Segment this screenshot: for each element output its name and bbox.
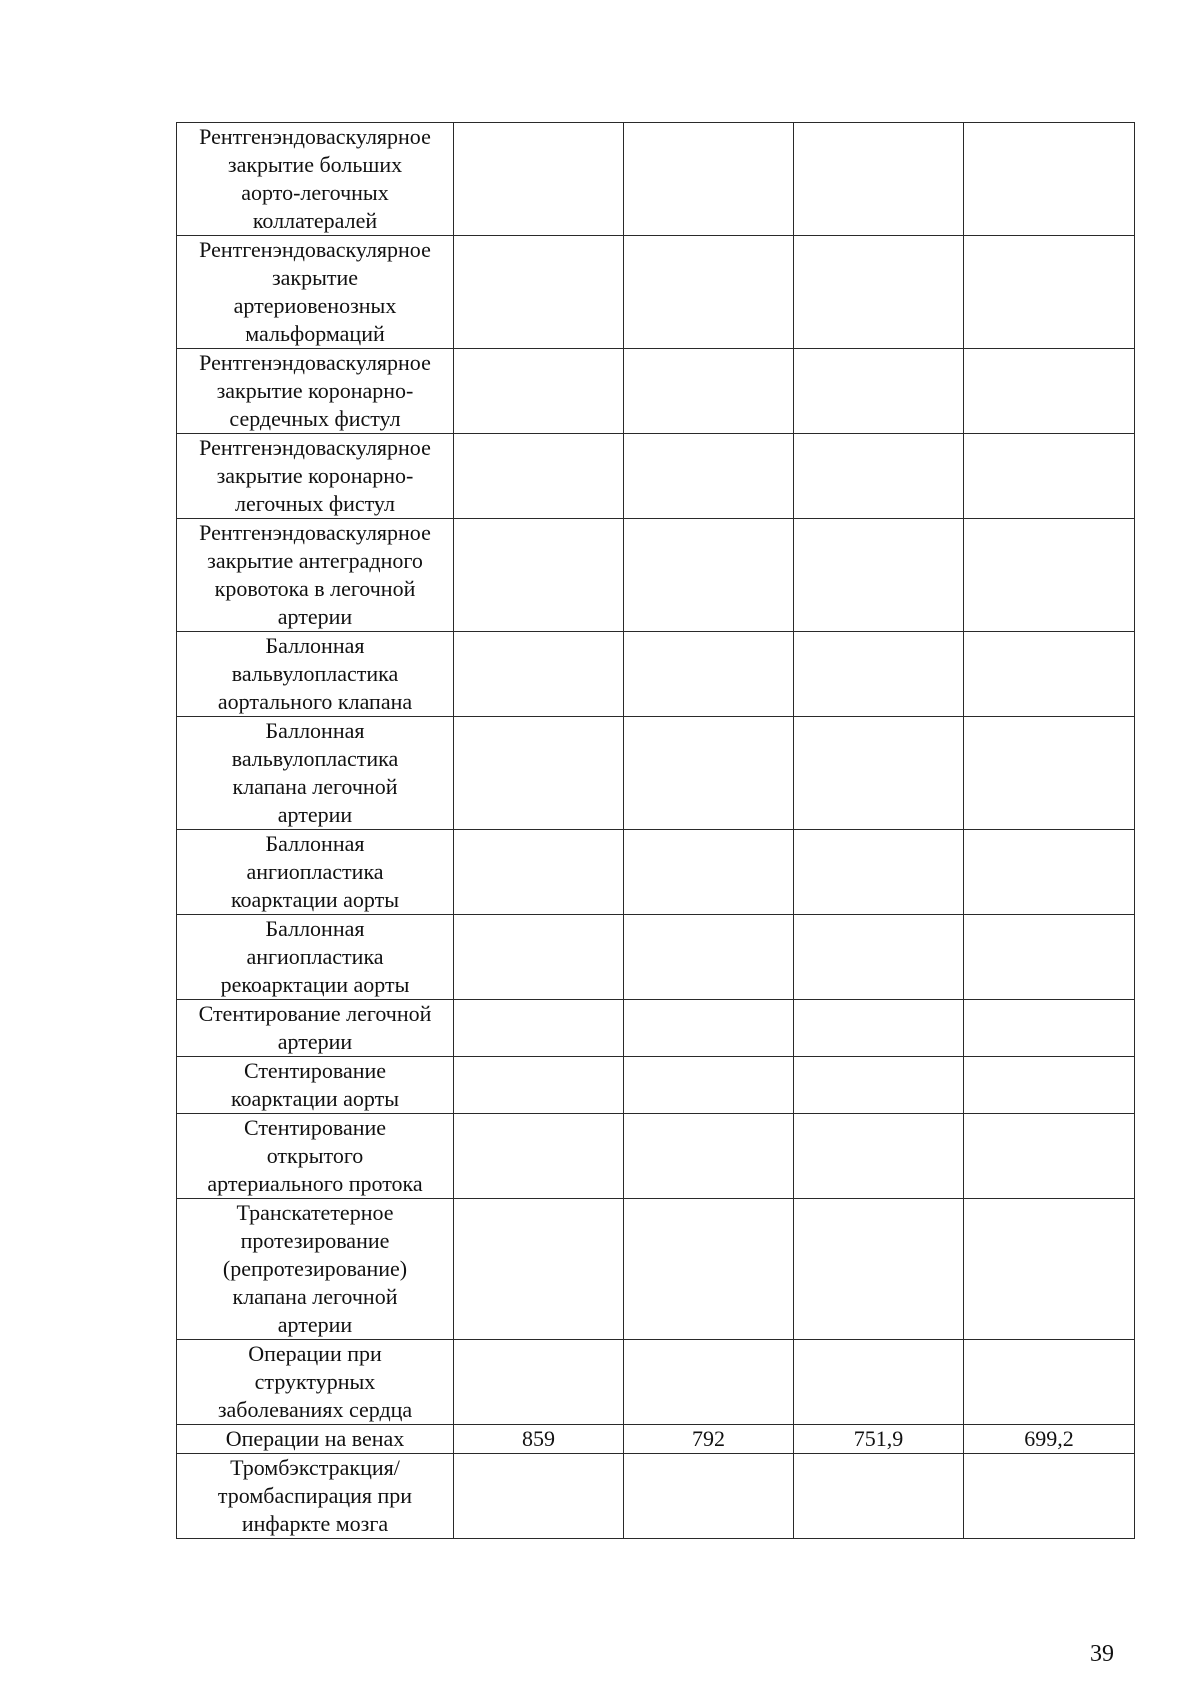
value-cell [964,123,1135,236]
table-row [177,1340,1135,1425]
value-cell [794,915,964,1000]
table-row [177,434,1135,519]
table-row [177,349,1135,434]
value-cell [794,123,964,236]
value-cell [964,1114,1135,1199]
procedure-name-cell: Операции при структурных заболеваниях сердца [177,1340,454,1425]
value-cell [794,349,964,434]
value-cell [794,434,964,519]
table-row [177,915,1135,1000]
value-cell [454,519,624,632]
value-cell [964,434,1135,519]
value-cell [794,236,964,349]
value-cell [964,1454,1135,1539]
value-cell [624,1454,794,1539]
value-cell [624,236,794,349]
value-cell [624,519,794,632]
value-cell [624,915,794,1000]
value-cell [454,236,624,349]
value-cell [964,830,1135,915]
value-cell [454,830,624,915]
value-cell [624,1057,794,1114]
table-row [177,1425,1135,1454]
table-row [177,632,1135,717]
table-row [177,1199,1135,1340]
procedure-name-cell: Стентирование открытого артериального протока [177,1114,454,1199]
value-cell [964,519,1135,632]
page-number: 39 [1090,1641,1114,1667]
procedure-name-cell: Стентирование легочной артерии [177,1000,454,1057]
value-cell [964,1340,1135,1425]
value-cell [794,519,964,632]
value-cell [624,1114,794,1199]
table-row [177,236,1135,349]
table-row [177,1454,1135,1539]
value-cell [964,632,1135,717]
table-row [177,1000,1135,1057]
value-cell [624,349,794,434]
value-cell [454,434,624,519]
value-cell [964,717,1135,830]
value-cell [624,1199,794,1340]
value-cell [624,434,794,519]
table-row [177,519,1135,632]
value-cell [794,1340,964,1425]
value-cell [964,1199,1135,1340]
value-cell [964,1057,1135,1114]
procedure-name-cell: Операции на венах [177,1425,454,1454]
value-cell [454,1340,624,1425]
value-cell [454,1199,624,1340]
value-cell [794,632,964,717]
value-cell [624,717,794,830]
table-row [177,830,1135,915]
table-row [177,1114,1135,1199]
procedure-name-cell: Рентгенэндоваскулярное закрытие артериовенозных мальформаций [177,236,454,349]
value-cell [454,1057,624,1114]
value-cell [454,1454,624,1539]
value-cell [794,1199,964,1340]
table-row [177,123,1135,236]
value-cell [964,236,1135,349]
procedure-name-cell: Баллонная вальвулопластика клапана легочной артерии [177,717,454,830]
value-cell [964,915,1135,1000]
procedure-name-cell: Баллонная ангиопластика рекоарктации аорты [177,915,454,1000]
value-cell [794,1057,964,1114]
value-cell [624,830,794,915]
value-cell [454,1114,624,1199]
value-cell [624,1000,794,1057]
procedure-name-cell: Транскатетерное протезирование (репротезирование) клапана легочной артерии [177,1199,454,1340]
value-cell [794,1000,964,1057]
procedure-name-cell: Рентгенэндоваскулярное закрытие больших аорто-легочных коллатералей [177,123,454,236]
value-cell [454,1000,624,1057]
procedure-name-cell: Тромбэкстракция/ тромбаспирация при инфаркте мозга [177,1454,454,1539]
procedures-table [176,122,1135,1539]
value-cell [794,717,964,830]
value-cell [794,1454,964,1539]
value-cell: 792 [624,1425,794,1454]
value-cell: 751,9 [794,1425,964,1454]
procedure-name-cell: Рентгенэндоваскулярное закрытие антеградного кровотока в легочной артерии [177,519,454,632]
value-cell [624,123,794,236]
value-cell [794,830,964,915]
value-cell [454,915,624,1000]
value-cell [964,1000,1135,1057]
value-cell [964,349,1135,434]
value-cell: 699,2 [964,1425,1135,1454]
value-cell [794,1114,964,1199]
procedure-name-cell: Рентгенэндоваскулярное закрытие коронарно- легочных фистул [177,434,454,519]
value-cell [624,1340,794,1425]
table-row [177,1057,1135,1114]
value-cell [624,632,794,717]
value-cell [454,349,624,434]
procedure-name-cell: Стентирование коарктации аорты [177,1057,454,1114]
value-cell [454,632,624,717]
table-row [177,717,1135,830]
value-cell [454,717,624,830]
procedure-name-cell: Рентгенэндоваскулярное закрытие коронарно- сердечных фистул [177,349,454,434]
value-cell [454,123,624,236]
table-body [177,123,1135,1539]
procedure-name-cell: Баллонная ангиопластика коарктации аорты [177,830,454,915]
procedure-name-cell: Баллонная вальвулопластика аортального клапана [177,632,454,717]
value-cell: 859 [454,1425,624,1454]
